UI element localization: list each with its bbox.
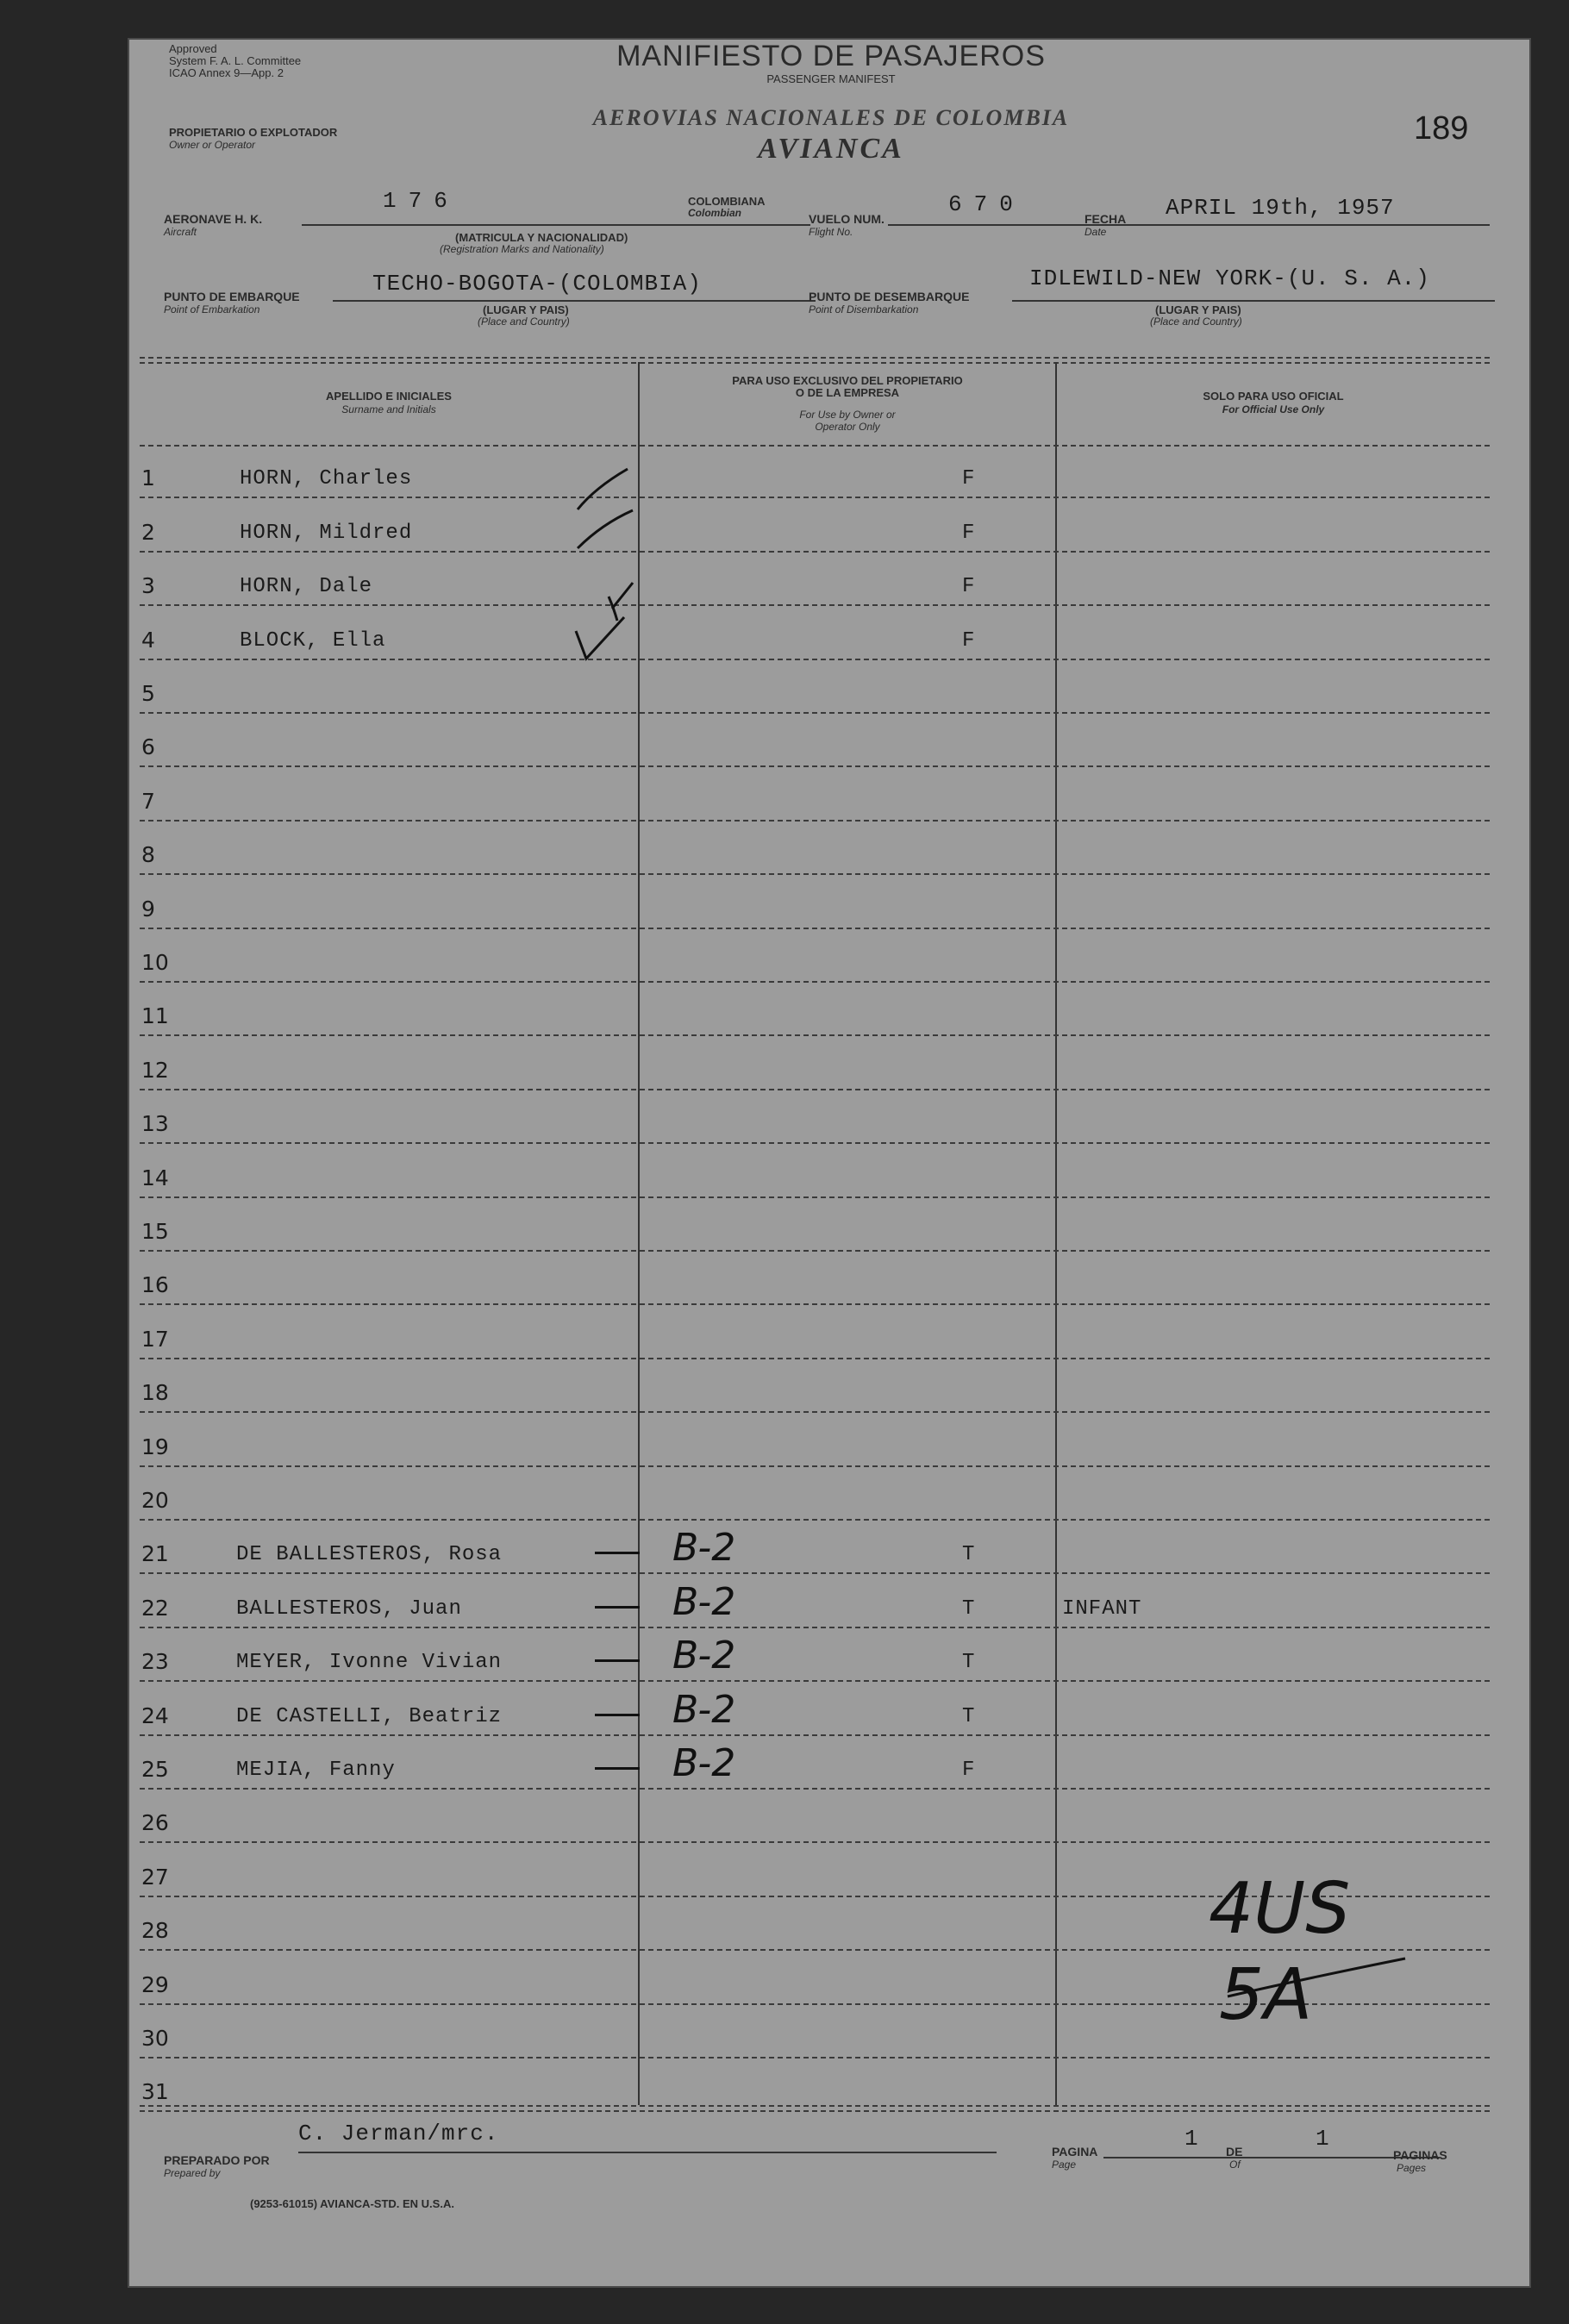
row-divider — [140, 659, 1490, 660]
disembark-label-en: Point of Disembarkation — [809, 303, 919, 315]
row-divider — [140, 1089, 1490, 1090]
page-label-en: Page — [1052, 2158, 1077, 2171]
hand-dash — [595, 1606, 640, 1609]
airline-short: AVIANCA — [758, 133, 904, 165]
printer-note: (9253-61015) AVIANCA-STD. EN U.S.A. — [250, 2197, 454, 2210]
col-official-header: SOLO PARA USO OFICIAL — [1203, 390, 1344, 403]
passenger-name: DE CASTELLI, Beatriz — [236, 1704, 503, 1728]
prepared-by-label: PREPARADO POR — [164, 2153, 270, 2167]
row-number: 9 — [141, 896, 155, 921]
date-value: APRIL 19th, 1957 — [1166, 195, 1395, 221]
airline-name: AEROVIAS NACIONALES DE COLOMBIA — [592, 105, 1070, 130]
hand-dash — [595, 1659, 640, 1662]
status-mark: F — [962, 1759, 976, 1782]
row-number: 16 — [141, 1272, 169, 1298]
passenger-name: HORN, Charles — [240, 467, 413, 491]
row-number: 11 — [141, 1003, 169, 1029]
tally-a: 5A — [1219, 1954, 1313, 2036]
passenger-name: BLOCK, Ella — [240, 628, 386, 653]
row-number: 29 — [141, 1971, 169, 1997]
embark-value: TECHO-BOGOTA-(COLOMBIA) — [372, 271, 702, 297]
row-number: 12 — [141, 1057, 169, 1083]
manifest-sheet — [128, 38, 1531, 2288]
row-number: 2 — [141, 519, 155, 545]
pages-label-en: Pages — [1397, 2162, 1427, 2174]
row-number: 13 — [141, 1111, 169, 1137]
row-number: 31 — [141, 2079, 169, 2105]
status-mark: F — [962, 575, 976, 599]
col-owner-header-en: For Use by Owner or — [799, 409, 896, 421]
row-divider — [140, 873, 1490, 875]
nationality-en: Colombian — [688, 207, 741, 219]
check-marks — [560, 428, 664, 703]
row-number: 3 — [141, 573, 155, 599]
row-number: 15 — [141, 1219, 169, 1244]
page-value: 1 — [1185, 2126, 1199, 2152]
row-divider — [140, 1841, 1490, 1843]
status-mark: T — [962, 1651, 976, 1675]
row-divider — [140, 1572, 1490, 1574]
row-divider — [140, 928, 1490, 929]
document-title: MANIFIESTO DE PASAJEROS — [616, 40, 1046, 72]
row-number: 7 — [141, 788, 155, 814]
aircraft-label: AERONAVE H. K. — [164, 212, 263, 226]
row-divider — [140, 1734, 1490, 1736]
visa-code: B-2 — [672, 1741, 736, 1785]
passenger-name: BALLESTEROS, Juan — [236, 1596, 462, 1621]
system-note: System F. A. L. Committee — [169, 54, 302, 67]
document-subtitle: PASSENGER MANIFEST — [766, 72, 896, 85]
row-divider — [140, 1465, 1490, 1467]
visa-code: B-2 — [672, 1579, 736, 1624]
col-owner-header-2: O DE LA EMPRESA — [795, 386, 900, 399]
row-divider — [140, 1358, 1490, 1359]
row-number: 28 — [141, 1918, 169, 1944]
row-divider — [140, 2057, 1490, 2058]
row-divider — [140, 765, 1490, 767]
row-divider — [140, 604, 1490, 606]
row-number: 26 — [141, 1810, 169, 1836]
aircraft-label-en: Aircraft — [164, 226, 197, 238]
status-mark: F — [962, 467, 976, 491]
row-divider — [140, 497, 1490, 498]
prepared-by-value: C. Jerman/mrc. — [298, 2121, 499, 2146]
row-divider — [140, 820, 1490, 822]
pages-label: PAGINAS — [1393, 2148, 1447, 2162]
tally-strike — [1224, 1953, 1414, 2005]
page-label: PAGINA — [1052, 2145, 1098, 2158]
row-divider — [140, 1196, 1490, 1198]
hand-dash — [595, 1552, 640, 1554]
owner-label: PROPIETARIO O EXPLOTADOR — [169, 126, 338, 139]
passenger-name: HORN, Dale — [240, 575, 373, 599]
row-divider — [140, 1034, 1490, 1036]
row-divider — [140, 1788, 1490, 1790]
visa-code: B-2 — [672, 1634, 736, 1678]
approved-note: Approved — [169, 42, 217, 55]
passenger-name: DE BALLESTEROS, Rosa — [236, 1543, 503, 1567]
row-divider — [140, 1519, 1490, 1521]
disembark-place-label-en: (Place and Country) — [1150, 315, 1242, 328]
row-divider — [140, 1680, 1490, 1682]
registration-label: (MATRICULA Y NACIONALIDAD) — [455, 231, 628, 244]
visa-code: B-2 — [672, 1526, 736, 1571]
row-number: 30 — [141, 2026, 169, 2051]
row-divider — [140, 1627, 1490, 1628]
col-owner-header-en-2: Operator Only — [815, 421, 880, 433]
disembark-value: IDLEWILD-NEW YORK-(U. S. A.) — [1029, 266, 1430, 291]
hand-dash — [595, 1767, 640, 1770]
hand-dash — [595, 1714, 640, 1716]
embark-label-en: Point of Embarkation — [164, 303, 260, 315]
row-number: 20 — [141, 1488, 169, 1513]
of-label-en: Of — [1229, 2158, 1241, 2171]
row-number: 10 — [141, 950, 169, 975]
row-number: 6 — [141, 734, 155, 760]
embark-label: PUNTO DE EMBARQUE — [164, 290, 300, 303]
row-divider — [140, 1411, 1490, 1413]
flight-value: 670 — [948, 191, 1025, 217]
row-number: 25 — [141, 1757, 169, 1782]
embark-place-label: (LUGAR Y PAIS) — [483, 303, 569, 316]
row-divider — [140, 712, 1490, 714]
status-mark: T — [962, 1704, 976, 1728]
passenger-name: HORN, Mildred — [240, 521, 413, 545]
row-number: 18 — [141, 1380, 169, 1406]
row-number: 8 — [141, 842, 155, 868]
row-divider — [140, 1250, 1490, 1252]
col-official-header-en: For Official Use Only — [1222, 403, 1325, 415]
of-label: DE — [1226, 2145, 1243, 2158]
prepared-by-label-en: Prepared by — [164, 2167, 221, 2179]
row-number: 17 — [141, 1326, 169, 1352]
col-surname-header: APELLIDO E INICIALES — [326, 390, 452, 403]
row-number: 22 — [141, 1595, 169, 1621]
row-number: 4 — [141, 627, 155, 653]
row-divider — [140, 551, 1490, 553]
status-mark: F — [962, 521, 976, 545]
row-divider — [140, 981, 1490, 983]
of-value: 1 — [1316, 2126, 1330, 2152]
row-number: 5 — [141, 681, 155, 706]
row-number: 1 — [141, 465, 155, 491]
passenger-name: MEYER, Ivonne Vivian — [236, 1651, 503, 1675]
passenger-name: MEJIA, Fanny — [236, 1759, 396, 1782]
row-number: 19 — [141, 1434, 169, 1459]
row-number: 24 — [141, 1702, 169, 1728]
disembark-place-label: (LUGAR Y PAIS) — [1155, 303, 1241, 316]
status-mark: T — [962, 1596, 976, 1621]
date-label-en: Date — [1085, 226, 1107, 238]
embark-place-label-en: (Place and Country) — [478, 315, 570, 328]
disembark-label: PUNTO DE DESEMBARQUE — [809, 290, 970, 303]
row-number: 23 — [141, 1649, 169, 1675]
owner-label-en: Owner or Operator — [169, 139, 256, 151]
row-number: 14 — [141, 1165, 169, 1190]
page-stamp-number: 189 — [1414, 110, 1469, 147]
col-surname-header-en: Surname and Initials — [341, 403, 436, 415]
aircraft-value: 176 — [383, 188, 459, 214]
flight-label-en: Flight No. — [809, 226, 853, 238]
status-mark: T — [962, 1543, 976, 1567]
row-number: 21 — [141, 1541, 169, 1567]
tally-us: 4US — [1209, 1868, 1351, 1950]
date-label: FECHA — [1085, 212, 1127, 226]
icao-note: ICAO Annex 9—App. 2 — [169, 66, 284, 79]
row-divider — [140, 1142, 1490, 1144]
status-mark: F — [962, 628, 976, 653]
nationality-value: COLOMBIANA — [688, 195, 766, 208]
row-divider — [140, 1303, 1490, 1305]
visa-code: B-2 — [672, 1687, 736, 1732]
flight-label: VUELO NUM. — [809, 212, 885, 226]
official-note: INFANT — [1062, 1596, 1142, 1621]
col-owner-header: PARA USO EXCLUSIVO DEL PROPIETARIO — [732, 374, 963, 387]
registration-label-en: (Registration Marks and Nationality) — [440, 243, 604, 255]
row-number: 27 — [141, 1864, 169, 1890]
